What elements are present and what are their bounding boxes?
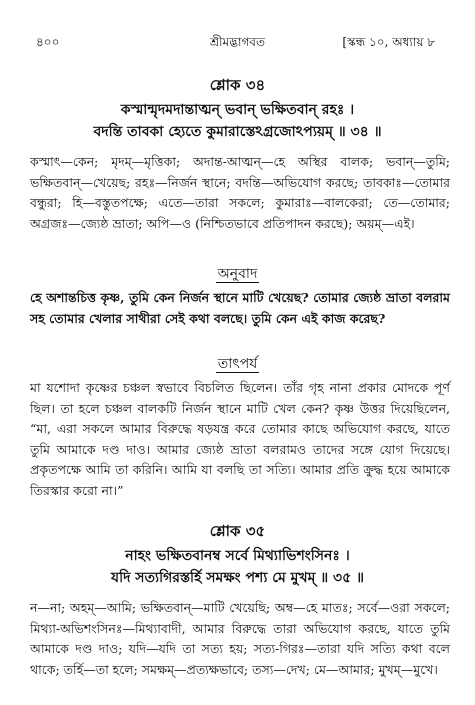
translation-title: অনুবাদ xyxy=(217,266,258,282)
purport-title: তাৎপর্য xyxy=(217,356,258,372)
verse-35-synonyms: ন—না; অহম্—আমি; ভক্ষিতবান্—মাটি খেয়েছি; অম্ব—হে মাতঃ; সর্বে—ওরা সকলে; মিথ্যা-অভিশংসিনঃ—মিথ্যাবাদী, আমার বিরুদ্ধে তারা অভিযোগ করছে, যাতে তুমি আমাকে দণ্ড দাও; যদি—যদি তা সত্য হয়; সত্য-গিরঃ—তারা যদি সত্যি কথা বলে থাকে; তর্হি—তা হলে; সমক্ষম্—প্রত্যক্ষভাবে; তস্য—দেখ; মে—আমার; মুখম্—মুখে। xyxy=(30,600,450,677)
page-header xyxy=(0,34,475,52)
page-number: ৪০০ xyxy=(36,35,60,49)
book-title: শ্রীমদ্ভাগবত xyxy=(209,35,265,49)
verse-35-line-1: নাহং ভক্ষিতবানম্ব সর্বে মিথ্যাভিশংসিনঃ । xyxy=(125,548,350,564)
verse-34-label: শ্লোক ৩৪ xyxy=(209,76,266,94)
chapter-reference: [স্কন্ধ ১০, অধ্যায় ৮ xyxy=(342,35,435,49)
verse-34-translation: হে অশান্তচিত্ত কৃষ্ণ, তুমি কেন নির্জন স্থানে মাটি খেয়েছ? তোমার জ্যেষ্ঠ ভ্রাতা বলরাম সহ তোমার খেলার সাথীরা সেই কথা বলছে। তুমি কেন এই কাজ করেছ? xyxy=(30,290,450,326)
verse-34-synonyms: কস্মাৎ—কেন; মৃদম্—মৃত্তিকা; অদান্ত-আত্মন্—হে অস্থির বালক; ভবান্—তুমি; ভক্ষিতবান্—খেয়েছ; রহঃ—নির্জন স্থানে; বদন্তি—অভিযোগ করছে; তাবকাঃ—তোমার বন্ধুরা; হি—বস্তুতপক্ষে; এতে—তারা সকলে; কুমারাঃ—বালকেরা; তে—তোমার; অগ্রজঃ—জ্যেষ্ঠ ভ্রাতা; অপি—ও (নিশ্চিতভাবে প্রতিপাদন করছে); অয়ম্—এই। xyxy=(30,154,450,231)
verse-35-line-2: যদি সত্যগিরস্তর্হি সমক্ষং পশ্য মে মুখম্ ॥ ৩৫ ॥ xyxy=(111,570,364,586)
verse-34-line-2: বদন্তি তাবকা হ্যেতে কুমারাস্তেঽগ্রজোঽপ্যয়ম্ ॥ ৩৪ ॥ xyxy=(93,124,382,140)
verse-35-label: শ্লোক ৩৫ xyxy=(209,522,266,540)
verse-34-purport: মা যশোদা কৃষ্ণের চঞ্চল স্বভাবে বিচলিত ছিলেন। তাঁর গৃহ নানা প্রকার মোদকে পূর্ণ ছিল। তা হলে চঞ্চল বালকটি নির্জন স্থানে মাটি খেল কেন? কৃষ্ণ উত্তর দিয়েছিলেন, “মা, এরা সকলে আমার বিরুদ্ধে ষড়যন্ত্র করে তোমার কাছে অভিযোগ করছে, যাতে তুমি আমাকে দণ্ড দাও। আমার জ্যেষ্ঠ ভ্রাতা বলরামও তাদের সঙ্গে যোগ দিয়েছে। প্রকৃতপক্ষে আমি তা করিনি। আমি যা বলছি তা সত্যি। আমার প্রতি ক্রুদ্ধ হয়ে আমাকে তিরস্কার করো না।” xyxy=(30,380,450,498)
verse-34-line-1: কস্মান্মৃদমদান্তাত্মন্ ভবান্ ভক্ষিতবান্ রহঃ । xyxy=(120,102,355,118)
